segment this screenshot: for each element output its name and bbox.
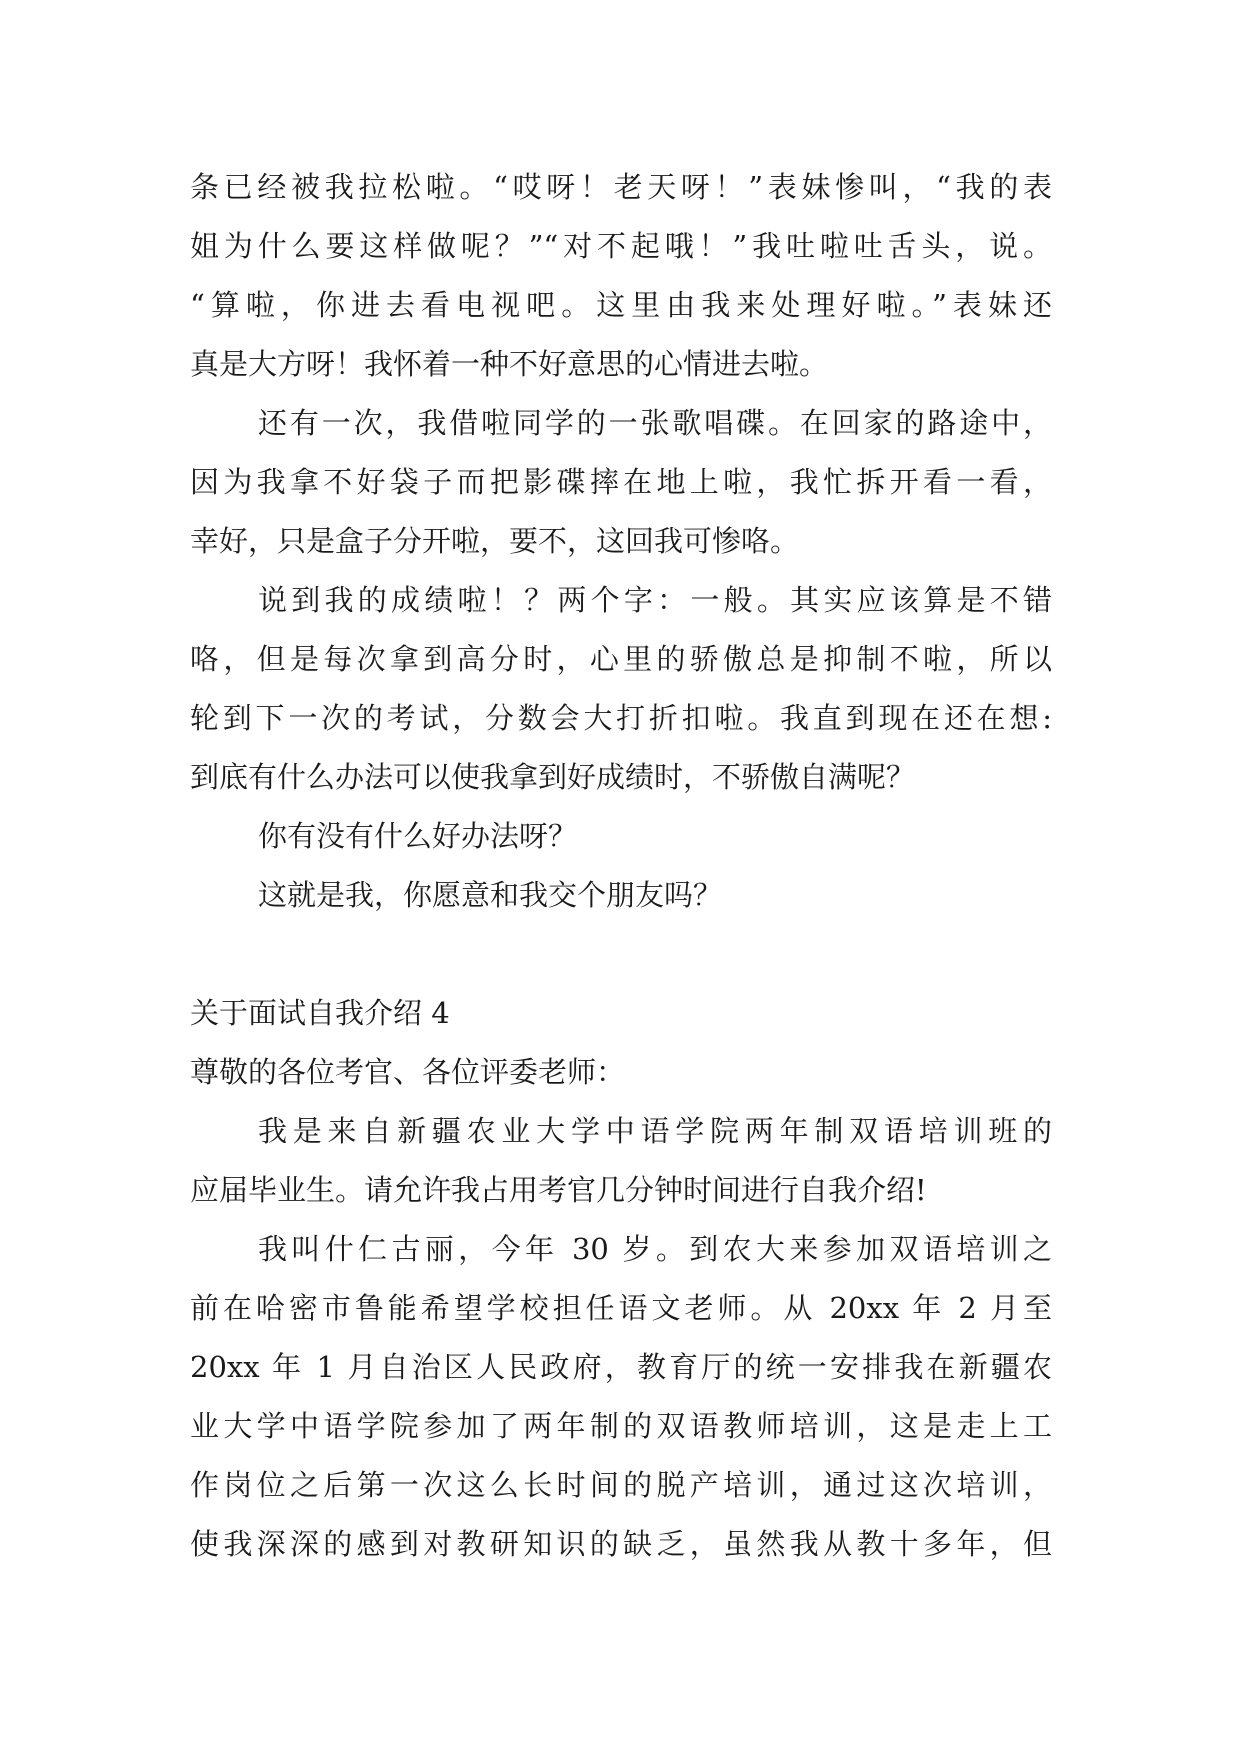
paragraph-line: 前在哈密市鲁能希望学校担任语文老师。从 20xx 年 2 月至	[190, 1291, 1052, 1325]
paragraph-line: 姐为什么要这样做呢？”“对不起哦！”我吐啦吐舌头，说。	[190, 229, 1052, 263]
paragraph-line: 真是大方呀！我怀着一种不好意思的心情进去啦。	[190, 347, 829, 381]
paragraph-line: 因为我拿不好袋子而把影碟摔在地上啦，我忙拆开看一看，	[190, 465, 1052, 499]
paragraph-line: 我是来自新疆农业大学中语学院两年制双语培训班的	[258, 1114, 1052, 1148]
paragraph-line: 使我深深的感到对教研知识的缺乏，虽然我从教十多年，但	[190, 1527, 1052, 1561]
paragraph-line: 20xx 年 1 月自治区人民政府，教育厅的统一安排我在新疆农	[190, 1350, 1052, 1384]
section-gap	[190, 925, 1052, 984]
section-title: 关于面试自我介绍 4	[190, 996, 450, 1030]
paragraph-line: 说到我的成绩啦！？两个字：一般。其实应该算是不错	[258, 583, 1052, 617]
paragraph-line: 轮到下一次的考试，分数会大打折扣啦。我直到现在还在想:	[190, 701, 1052, 735]
salutation: 尊敬的各位考官、各位评委老师：	[190, 1055, 626, 1089]
paragraph-line: 条已经被我拉松啦。“哎呀！老天呀！”表妹惨叫，“我的表	[190, 170, 1052, 204]
paragraph-line: 我叫什仁古丽，今年 30 岁。到农大来参加双语培训之	[258, 1232, 1052, 1266]
paragraph-line: 咯，但是每次拿到高分时，心里的骄傲总是抑制不啦，所以	[190, 642, 1052, 676]
paragraph-line: “算啦，你进去看电视吧。这里由我来处理好啦。”表妹还	[190, 288, 1052, 322]
paragraph-line: 这就是我，你愿意和我交个朋友吗？	[258, 878, 723, 912]
paragraph-line: 作岗位之后第一次这么长时间的脱产培训，通过这次培训，	[190, 1468, 1052, 1502]
paragraph-line: 幸好，只是盒子分开啦，要不，这回我可惨咯。	[190, 524, 800, 558]
document-body	[190, 158, 1052, 1574]
paragraph-line: 应届毕业生。请允许我占用考官几分钟时间进行自我介绍!	[190, 1173, 927, 1207]
paragraph-line: 你有没有什么好办法呀？	[258, 819, 578, 853]
paragraph-line: 到底有什么办法可以使我拿到好成绩时，不骄傲自满呢？	[190, 760, 916, 794]
paragraph-line: 业大学中语学院参加了两年制的双语教师培训，这是走上工	[190, 1409, 1052, 1443]
paragraph-line: 还有一次，我借啦同学的一张歌唱碟。在回家的路途中，	[258, 406, 1052, 440]
